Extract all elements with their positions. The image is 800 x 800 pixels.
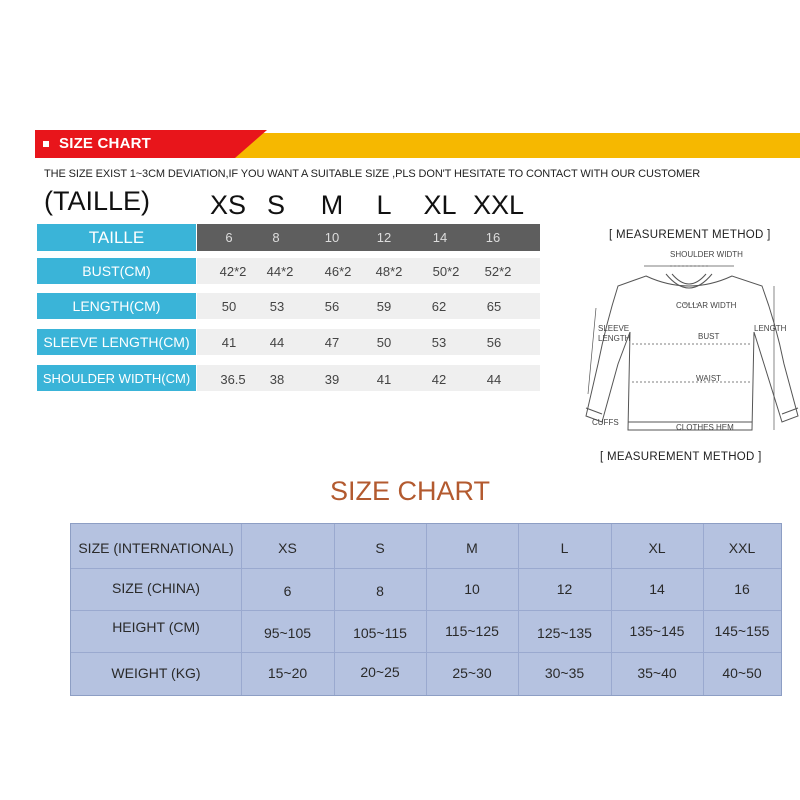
length-value: 59 [376,299,392,314]
lower-row-label: WEIGHT (KG) [111,665,201,681]
bust-value: 42*2 [219,264,247,279]
taille-value: 12 [376,230,392,245]
label-waist: WAIST [696,374,722,383]
shoulder-value: 42 [431,372,447,387]
size-chart-banner [35,130,800,158]
banner-bullet-icon [43,141,49,147]
lower-cell: 10 [464,581,480,597]
label-shoulder-width: SHOULDER WIDTH [670,250,743,259]
row-divider [71,568,781,569]
lower-row-label: HEIGHT (CM) [112,619,200,635]
label-sleeve: SLEEVE [598,324,630,333]
lower-row-label: SIZE (INTERNATIONAL) [78,540,234,556]
length-value: 56 [324,299,340,314]
label-clothes-hem: CLOTHES HEM [676,423,734,432]
taille-header: (TAILLE) [44,186,151,216]
row-divider [71,610,781,611]
shoulder-value: 44 [486,372,502,387]
row-label-bust: BUST(CM) [37,258,196,284]
row-label-taille: TAILLE [37,224,196,251]
bust-value: 48*2 [375,264,403,279]
bust-value: 52*2 [484,264,512,279]
lower-cell: L [560,540,569,556]
taille-value: 14 [432,230,448,245]
size-letter-s: S [266,190,285,220]
lower-cell: 35~40 [637,665,677,681]
lower-cell: 105~115 [353,625,407,641]
sleeve-value: 56 [486,335,502,350]
lower-cell: 145~155 [714,623,770,639]
row-label-sleeve-length: SLEEVE LENGTH(CM) [37,329,196,355]
lower-cell: 6 [283,583,292,599]
length-value: 53 [269,299,285,314]
shoulder-value: 36.5 [220,372,246,387]
length-value: 65 [486,299,502,314]
lower-cell: 115~125 [445,623,499,639]
sleeve-value: 53 [431,335,447,350]
sleeve-value: 44 [269,335,285,350]
label-sleeve-length: LENGTH [598,334,631,343]
size-chart-heading: SIZE CHART [329,476,491,506]
label-collar-width: COLLAR WIDTH [676,301,737,310]
lower-cell: M [466,540,478,556]
shoulder-value: 41 [376,372,392,387]
lower-cell: XL [648,540,666,556]
taille-value: 16 [485,230,501,245]
bust-value: 50*2 [432,264,460,279]
lower-cell: 40~50 [722,665,762,681]
size-letter-m: M [320,190,344,220]
lower-cell: S [375,540,385,556]
deviation-notice: THE SIZE EXIST 1~3CM DEVIATION,IF YOU WANT A SUITABLE SIZE ,PLS DON'T HESITATE TO CONTACT WITH OUR CUSTOMER [44,168,701,180]
lower-cell: 8 [376,583,384,599]
taille-value: 8 [272,230,280,245]
row-label-length: LENGTH(CM) [37,293,196,319]
lower-cell: 12 [556,581,573,597]
measurement-method-title: [ MEASUREMENT METHOD ] [609,229,771,241]
measurement-method-caption: [ MEASUREMENT METHOD ] [600,451,762,463]
bust-value: 46*2 [324,264,352,279]
lower-cell: 25~30 [452,665,492,681]
label-bust: BUST [698,332,720,341]
shoulder-value: 39 [324,372,340,387]
banner-red-slant [235,130,267,158]
lower-cell: 15~20 [267,665,308,681]
sleeve-value: 41 [221,335,237,350]
lower-cell: 20~25 [360,664,400,680]
lower-row-label: SIZE (CHINA) [112,580,200,596]
lower-cell: 14 [649,581,665,597]
lower-cell: 125~135 [537,625,592,641]
taille-value: 10 [324,230,340,245]
sleeve-value: 50 [376,335,392,350]
bust-value: 44*2 [266,264,294,279]
lower-cell: 95~105 [263,625,312,641]
lower-cell: 16 [734,581,750,597]
sleeve-value: 47 [324,335,340,350]
size-letter-xs: XS [209,190,247,220]
length-value: 50 [221,299,237,314]
shoulder-value: 38 [269,372,285,387]
lower-cell: XXL [728,540,756,556]
size-letter-l: L [376,190,392,220]
label-length: LENGTH [754,324,787,333]
size-conversion-table [70,523,782,696]
row-label-shoulder-width: SHOULDER WIDTH(CM) [37,365,196,391]
length-value: 62 [431,299,447,314]
label-cuffs: CUFFS [592,418,619,427]
lower-cell: 30~35 [544,665,585,681]
lower-cell: XS [278,540,297,556]
size-letter-xl: XL [423,190,457,220]
lower-cell: 135~145 [629,623,685,639]
taille-value: 6 [225,230,233,245]
banner-title: SIZE CHART [59,135,151,152]
size-letter-xxl: XXL [473,190,525,220]
row-divider [71,652,781,653]
